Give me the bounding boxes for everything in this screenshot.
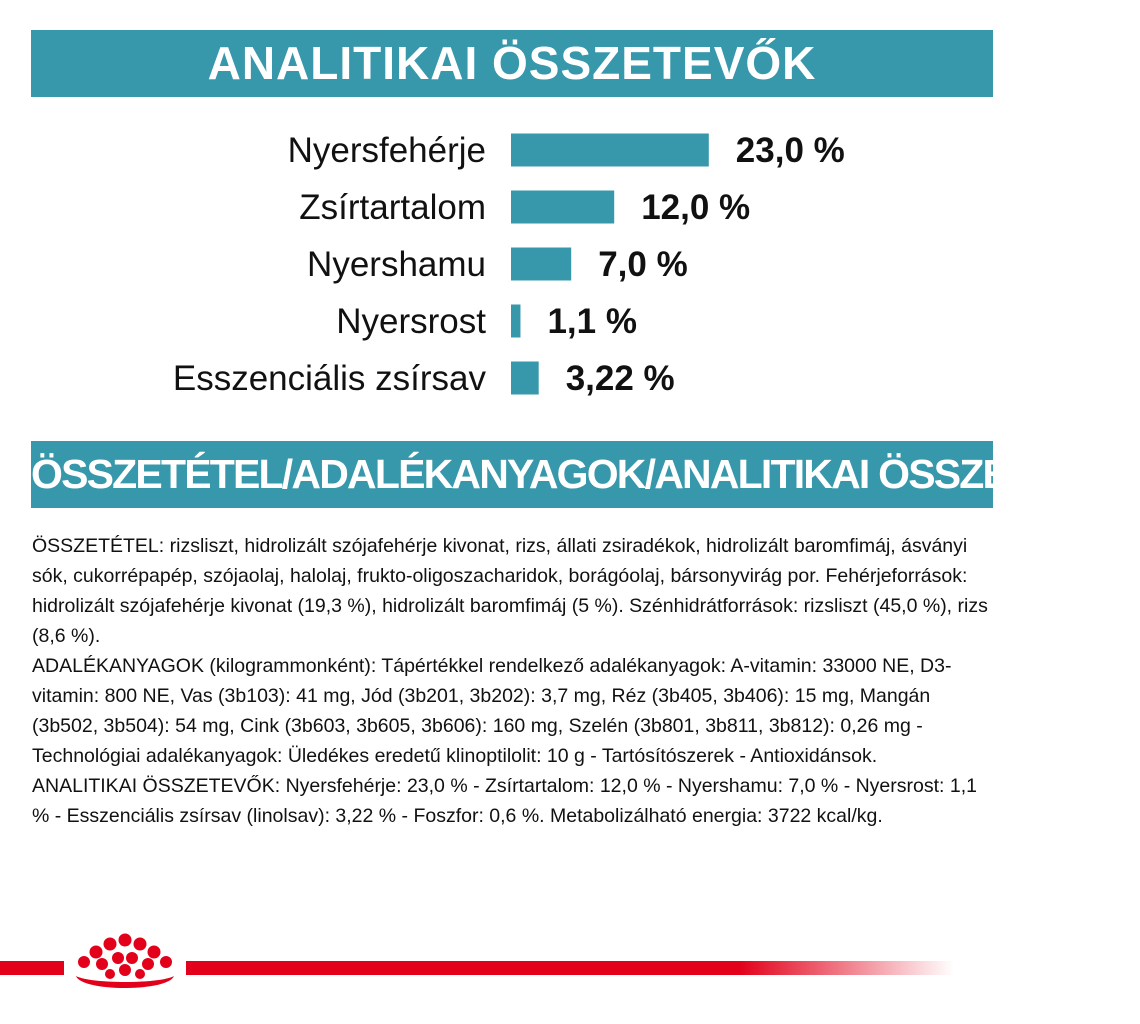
- composition-ingredients: ÖSSZETÉTEL: rizsliszt, hidrolizált szójafehérje kivonat, rizs, állati zsiradékok, hidrolizált baromfimáj, ásványi sók, cukorrépapép, szójaolaj, halolaj, frukto-oligoszacharidok, borágóolaj, bársonyvirág por. Fehérjeforrások: hidrolizált szójafehérje kivonat (19,3 %), hidrolizált baromfimáj (5 %). Szénhidrátforrások: rizsliszt (45,0 %), rizs (8,6 %).: [32, 535, 988, 647]
- bars-layer: [173, 131, 845, 398]
- page-title: ANALITIKAI ÖSSZETEVŐK: [31, 30, 993, 97]
- value-label: 1,1 %: [547, 302, 637, 341]
- bar: [511, 191, 614, 224]
- composition-analytical: ANALITIKAI ÖSSZETEVŐK: Nyersfehérje: 23,0 % - Zsírtartalom: 12,0 % - Nyershamu: 7,0 % - Nyersrost: 1,1 % - Esszenciális zsírsav (linolsav): 3,22 % - Foszfor: 0,6 %. Metabolizálható energia: 3722 kcal/kg.: [32, 775, 977, 827]
- brand-footer: [0, 930, 1024, 1000]
- value-label: 7,0 %: [598, 245, 688, 284]
- royal-canin-crown-icon: [76, 934, 174, 989]
- footer-line-left: [0, 961, 64, 975]
- value-label: 3,22 %: [565, 359, 675, 398]
- bar: [511, 362, 539, 395]
- bar: [511, 248, 571, 281]
- value-label: 12,0 %: [641, 188, 751, 227]
- analytical-bar-chart: [0, 110, 1024, 410]
- section-title: ÖSSZETÉTEL/ADALÉKANYAGOK/ANALITIKAI ÖSSZETEVŐK: [31, 441, 993, 508]
- composition-additives: ADALÉKANYAGOK (kilogrammonként): Tápértékkel rendelkező adalékanyagok: A-vitamin: 33000 NE, D3-vitamin: 800 NE, Vas (3b103): 41 mg, Jód (3b201, 3b202): 3,7 mg, Réz (3b405, 3b406): 15 mg, Mangán (3b502, 3b504): 54 mg, Cink (3b603, 3b605, 3b606): 160 mg, Szelén (3b801, 3b811, 3b812): 0,26 mg - Technológiai adalékanyagok: Üledékes eredetű klinoptilolit: 10 g - Tartósítószerek - Antioxidánsok.: [32, 655, 952, 767]
- bar: [511, 134, 709, 167]
- category-label: Zsírtartalom: [299, 188, 486, 227]
- category-label: Nyershamu: [307, 245, 486, 284]
- footer-line-right: [186, 961, 954, 975]
- composition-text: [32, 531, 997, 831]
- value-label: 23,0 %: [735, 131, 845, 170]
- bar: [511, 305, 520, 338]
- category-label: Nyersfehérje: [287, 131, 486, 170]
- category-label: Esszenciális zsírsav: [172, 359, 486, 398]
- category-label: Nyersrost: [336, 302, 486, 341]
